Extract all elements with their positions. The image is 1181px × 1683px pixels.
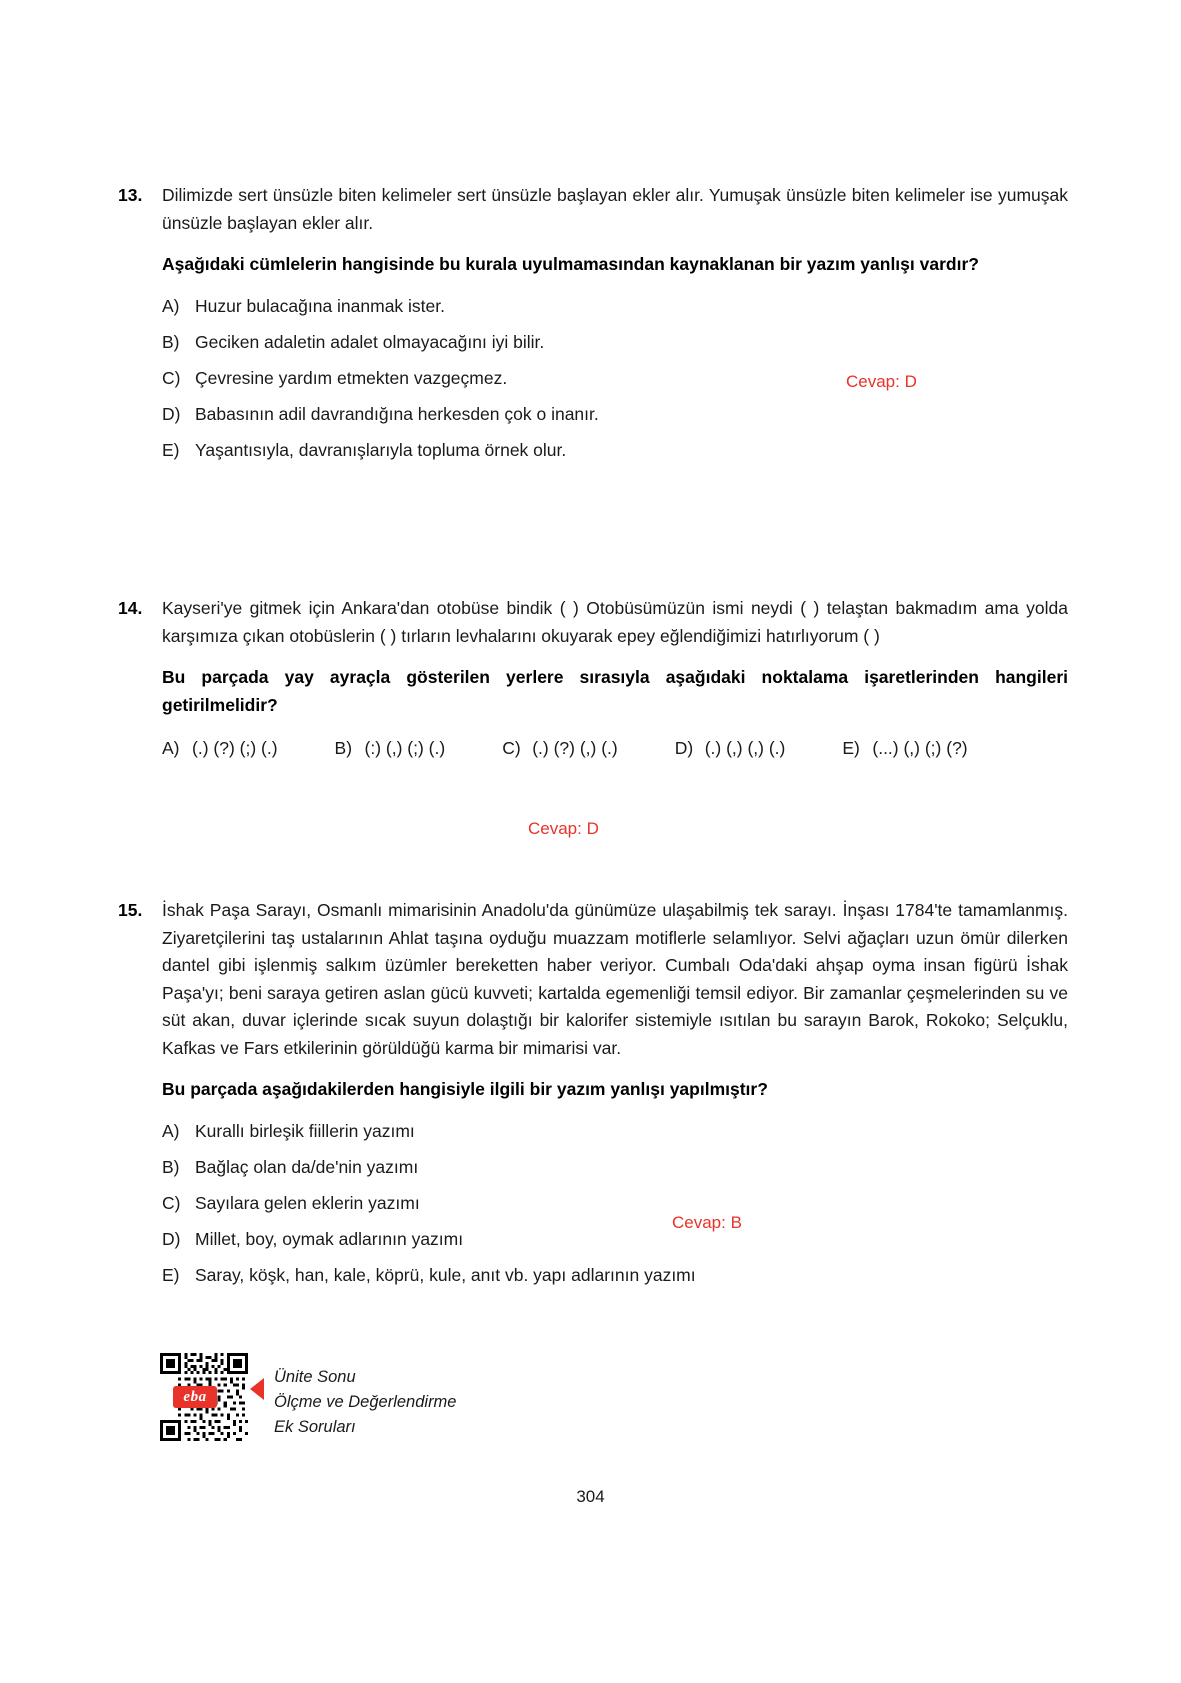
option-row[interactable] bbox=[162, 437, 1068, 463]
option-row[interactable] bbox=[162, 365, 1068, 391]
page-number: 304 bbox=[576, 1487, 605, 1506]
option-row[interactable] bbox=[162, 329, 1068, 355]
question-14-number: 14. bbox=[118, 598, 143, 618]
option-row[interactable] bbox=[162, 293, 1068, 319]
option-text: Geciken adaletin adalet olmayacağını iyi bilir. bbox=[195, 331, 545, 352]
option-text: Huzur bulacağına inanmak ister. bbox=[195, 295, 445, 316]
option-row[interactable] bbox=[842, 735, 967, 761]
option-row[interactable] bbox=[162, 1226, 1068, 1252]
question-13-body bbox=[162, 182, 1068, 473]
option-row[interactable] bbox=[162, 1154, 1068, 1180]
option-row[interactable] bbox=[162, 1118, 1068, 1144]
option-text: (.) (,) (,) (.) bbox=[704, 738, 786, 758]
option-text: Millet, boy, oymak adlarının yazımı bbox=[195, 1228, 464, 1249]
option-letter: B) bbox=[334, 738, 353, 758]
question-block-15 bbox=[118, 897, 1068, 1298]
footer-line-2: Ölçme ve Değerlendirme bbox=[274, 1393, 457, 1411]
option-row[interactable] bbox=[162, 735, 278, 761]
option-letter: C) bbox=[162, 367, 181, 388]
option-letter: D) bbox=[162, 403, 181, 424]
option-text: Saray, köşk, han, kale, köprü, kule, anıt vb. yapı adlarının yazımı bbox=[195, 1264, 696, 1285]
option-letter: E) bbox=[842, 738, 860, 758]
option-text: (.) (?) (,) (.) bbox=[532, 738, 618, 758]
option-letter: B) bbox=[162, 1156, 180, 1177]
answer-note-14: Cevap: D bbox=[528, 819, 599, 838]
question-13-header bbox=[118, 182, 1068, 473]
question-15-prompt: Bu parçada aşağıdakilerden hangisiyle ilgili bir yazım yanlışı yapılmıştır? bbox=[162, 1079, 768, 1099]
option-text: Babasının adil davrandığına herkesden çok o inanır. bbox=[195, 403, 599, 424]
question-13-options bbox=[162, 293, 1068, 463]
option-letter: A) bbox=[162, 738, 180, 758]
option-text: Bağlaç olan da/de'nin yazımı bbox=[195, 1156, 419, 1177]
question-block-13 bbox=[118, 182, 1068, 473]
option-text: (:) (,) (;) (.) bbox=[364, 738, 446, 758]
question-14-passage: Kayseri'ye gitmek için Ankara'dan otobüse bindik ( ) Otobüsümüzün ismi neydi ( ) telaştan bakmadım ama yolda karşımıza çıkan otobüslerin ( ) tırların levhalarını okuyarak epey eğlendiğimizi hatırlıyorum ( ) bbox=[162, 598, 1068, 646]
qr-code-icon[interactable] bbox=[160, 1353, 248, 1441]
question-15-passage: İshak Paşa Sarayı, Osmanlı mimarisinin Anadolu'da günümüze ulaşabilmiş tek sarayı. İnşası 1784'te tamamlanmış. Ziyaretçilerini taş ustalarının Ahlat taşına oyduğu muazzam motiflerle selamlıyor. Selvi ağaçları uzun ömür dilerken dantel gibi işlenmiş salkım üzümler bereketten haber veriyor. Cumbalı Oda'daki ahşap oyma insan figürü İshak Paşa'yı; beni saraya getiren aslan gücü kuvveti; kartalda egemenliği temsil ediyor. Bir zamanlar çeşmelerinden su ve süt akan, duvar içlerinde sıcak suyun dolaştığı bir kalorifer sistemiyle ısıtılan bu sarayın Barok, Rokoko; Selçuklu, Kafkas ve Fars etkilerinin görüldüğü karma bir mimarisi var. bbox=[162, 900, 1068, 1058]
option-text: (.) (?) (;) (.) bbox=[192, 738, 278, 758]
option-text: Kurallı birleşik fiillerin yazımı bbox=[195, 1120, 415, 1141]
option-letter: D) bbox=[674, 738, 694, 758]
question-15-options bbox=[162, 1118, 1068, 1288]
option-row[interactable] bbox=[502, 735, 618, 761]
question-13-prompt: Aşağıdaki cümlelerin hangisinde bu kurala uyulmamasından kaynaklanan bir yazım yanlışı vardır? bbox=[162, 254, 979, 274]
option-row[interactable] bbox=[675, 735, 786, 761]
footer-line-3: Ek Soruları bbox=[274, 1418, 356, 1436]
option-letter: A) bbox=[162, 295, 180, 316]
footer-caption bbox=[274, 1365, 456, 1440]
answer-note-13: Cevap: D bbox=[846, 372, 917, 391]
question-15-body bbox=[162, 897, 1068, 1298]
answer-note-15: Cevap: B bbox=[672, 1213, 742, 1232]
option-letter: D) bbox=[162, 1228, 181, 1249]
question-13-passage: Dilimizde sert ünsüzle biten kelimeler sert ünsüzle başlayan ekler alır. Yumuşak ünsüzle biten kelimeler ise yumuşak ünsüzle başlayan ekler alır. bbox=[162, 185, 1068, 233]
unit-end-footer bbox=[160, 1353, 456, 1441]
question-15-number: 15. bbox=[118, 900, 143, 920]
option-text: (...) (,) (;) (?) bbox=[872, 738, 968, 758]
option-row[interactable] bbox=[162, 1262, 1068, 1288]
question-14-body bbox=[162, 595, 1068, 761]
option-letter: A) bbox=[162, 1120, 180, 1141]
option-letter: E) bbox=[162, 1264, 180, 1285]
question-14-prompt: Bu parçada yay ayraçla gösterilen yerlere sırasıyla aşağıdaki noktalama işaretlerinden hangileri getirilmelidir? bbox=[162, 667, 1068, 715]
option-letter: C) bbox=[502, 738, 521, 758]
footer-line-1: Ünite Sonu bbox=[274, 1368, 356, 1386]
option-letter: E) bbox=[162, 439, 180, 460]
question-14-options bbox=[162, 735, 1068, 761]
question-13-number: 13. bbox=[118, 185, 143, 205]
question-block-14 bbox=[118, 595, 1068, 761]
question-14-header bbox=[118, 595, 1068, 761]
option-text: Çevresine yardım etmekten vazgeçmez. bbox=[195, 367, 508, 388]
eba-logo: eba bbox=[173, 1386, 217, 1408]
option-letter: B) bbox=[162, 331, 180, 352]
option-row[interactable] bbox=[335, 735, 446, 761]
option-row[interactable] bbox=[162, 1190, 1068, 1216]
option-row[interactable] bbox=[162, 401, 1068, 427]
option-text: Sayılara gelen eklerin yazımı bbox=[195, 1192, 420, 1213]
option-letter: C) bbox=[162, 1192, 181, 1213]
play-arrow-icon bbox=[250, 1378, 264, 1400]
option-text: Yaşantısıyla, davranışlarıyla topluma örnek olur. bbox=[195, 439, 567, 460]
question-15-header bbox=[118, 897, 1068, 1298]
